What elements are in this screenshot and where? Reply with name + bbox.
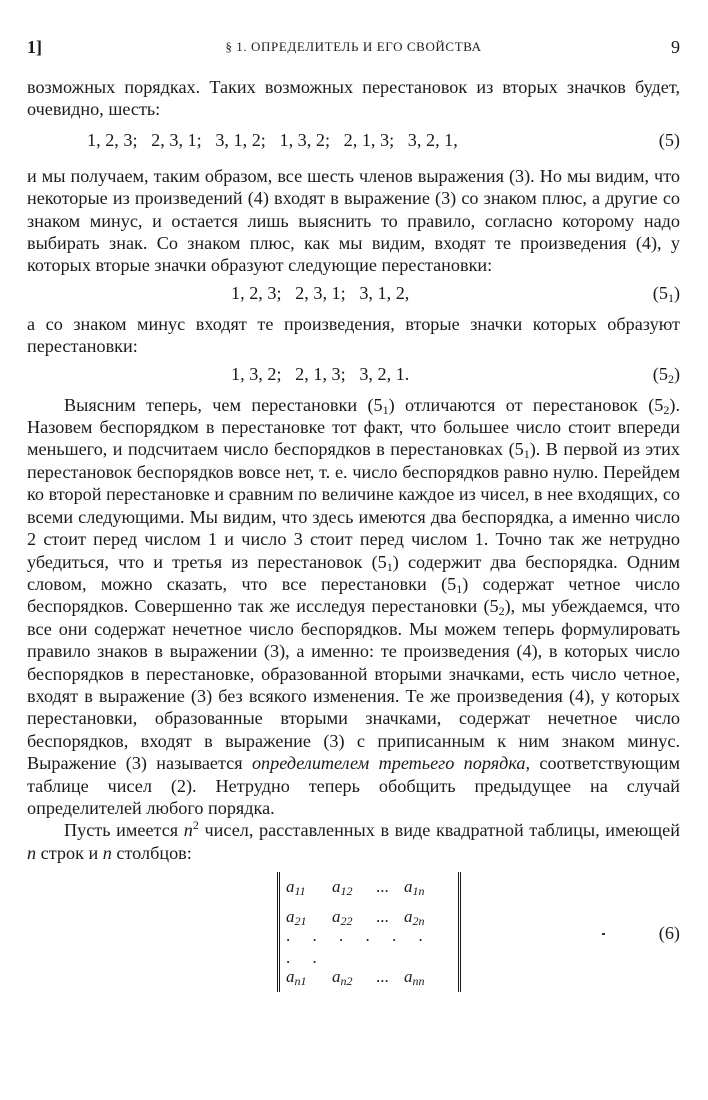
paragraph-3: а со знаком минус входят те произведения, вторые значки которых образуют перестановки: <box>27 313 680 357</box>
matrix-row: $a_{21}$ $a_{22}$ ... $a_{2n}$ <box>286 906 425 928</box>
equation-5-1-body: 1, 2, 3; 2, 3, 1; 3, 1, 2, <box>231 282 410 303</box>
section-title: § 1. ОПРЕДЕЛИТЕЛЬ И ЕГО СВОЙСТВА <box>225 39 482 54</box>
equation-6-number: (6) <box>658 923 680 944</box>
equation-5-2-body: 1, 3, 2; 2, 1, 3; 3, 2, 1. <box>231 363 410 384</box>
equation-5-body: 1, 2, 3; 2, 3, 1; 3, 1, 2; 1, 3, 2; 2, 1, 3; 3, 2, 1, <box>87 129 458 150</box>
matrix-row: $a_{11}$ $a_{12}$ ... $a_{1n}$ <box>286 876 425 898</box>
book-page <box>27 0 680 1100</box>
equation-5 <box>27 121 680 165</box>
chapter-marker: 1] <box>27 37 42 57</box>
paragraph-5: Пусть имеется $n^2$ чисел, расставленных в виде квадратной таблицы, имеющей n строк и n столбцов: <box>27 818 680 863</box>
equation-5-1 <box>27 277 680 313</box>
equation-5-1-number: $(5_1)$ <box>652 282 680 305</box>
square-table <box>277 872 461 992</box>
running-header <box>27 37 680 59</box>
paragraph-4: Выясним теперь, чем перестановки $(5_1)$ отличаются от перестановок $(5_2)$. Назовем беспорядком в перестановке тот факт, что большее число стоит впереди меньшего, и подсчитаем число беспорядков в перестановках $(5_1)$. В первой из этих перестановок беспорядков вовсе нет, т. е. число беспорядков равно нулю. Перейдем ко второй перестановке и сравним по величине каждое из чисел, в нее входящих, со всеми следующими. Мы видим, что здесь имеются два беспорядка, а именно число 2 стоит перед числом 1 и число 3 стоит перед числом 1. Точно так же нетрудно убедиться, что и третья из перестановок $(5_1)$ содержит два беспорядка. Одним словом, можно сказать, что все перестановки $(5_1)$ содержат четное число беспорядков. Совершенно так же исследуя перестановки $(5_2)$, мы убеждаемся, что все они содержат нечетное число беспорядков. Мы можем теперь формулировать правило знаков в выражении (3), а именно: те произведения (4), в которых число беспорядков в перестановке, образованной вторыми значками, есть число четное, входят в выражение (3) без всякого изменения. Те же произведения (4), у которых перестановки, образованные вторыми значками, содержат нечетное число беспорядков, входят в выражение (3) с приписанным к ним знаком минус. Выражение (3) называется определителем третьего порядка, соответствующим таблице чисел (2). Нетрудно теперь обобщить предыдущее на случай определителей любого порядка. <box>27 394 680 818</box>
paragraph-2: и мы получаем, таким образом, все шесть членов выражения (3). Но мы видим, что некоторые из произведений (4) входят в выражение (3) со знаком плюс, а другие со знаком минус, и остается лишь выяснить то правило, согласно которому надо выбирать знак. Со знаком плюс, как мы видим, входят те произведения (4), у которых вторые значки образуют следующие перестановки: <box>27 165 680 276</box>
equation-5-2 <box>27 358 680 394</box>
print-speck <box>602 933 605 935</box>
page-number: 9 <box>671 37 680 57</box>
equation-5-number: (5) <box>658 129 680 150</box>
matrix-row: $a_{n1}$ $a_{n2}$ ... $a_{nn}$ <box>286 966 425 988</box>
definition-term: определителем третьего порядка, <box>251 753 531 774</box>
page-body <box>27 76 680 1002</box>
matrix-dots-row: . . . . . . . . <box>286 925 432 968</box>
matrix-6 <box>27 872 680 1002</box>
equation-5-2-number: $(5_2)$ <box>652 363 680 386</box>
paragraph-1: возможных порядках. Таких возможных перестановок из вторых значков будет, очевидно, шесть: <box>27 77 680 120</box>
